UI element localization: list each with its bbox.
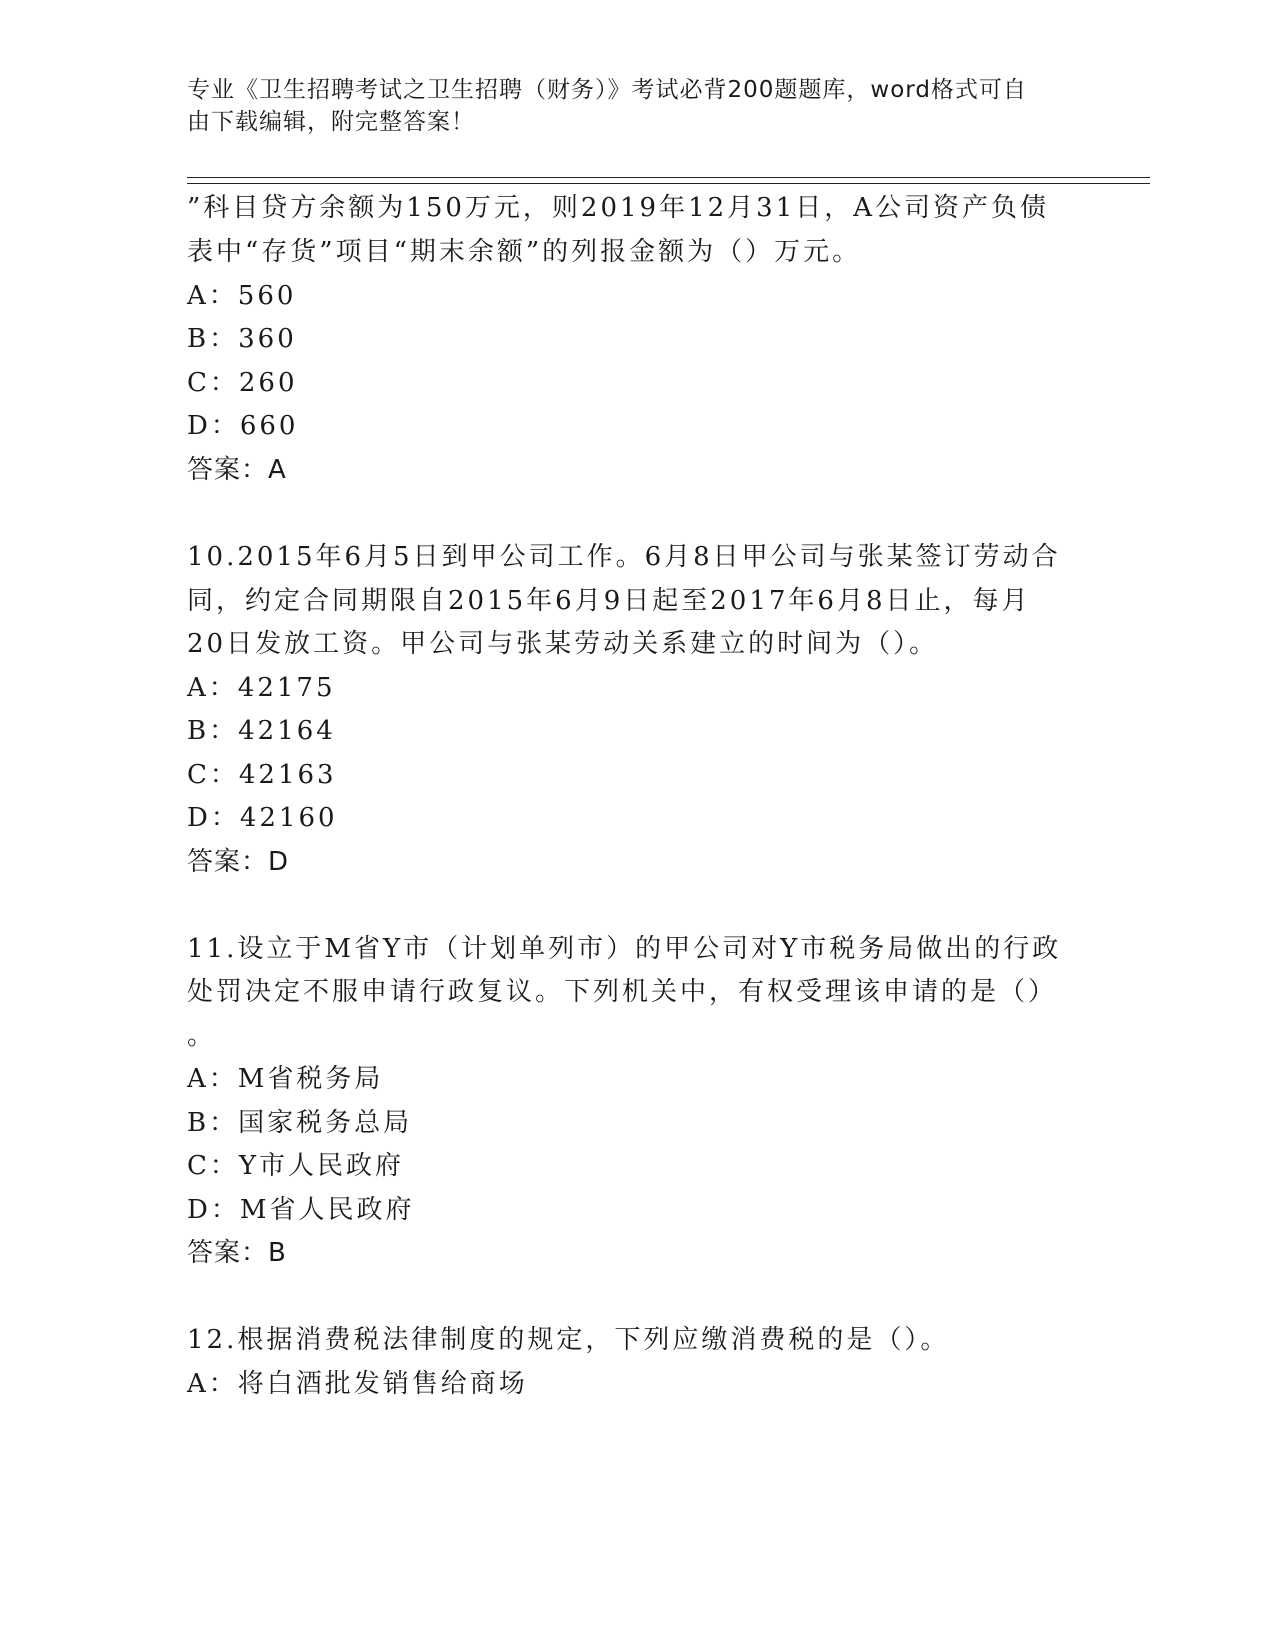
header-divider-bottom: [187, 183, 1150, 184]
q10-text-line-2: 同，约定合同期限自2015年6月9日起至2017年6月8日止，每月: [187, 586, 1031, 616]
q9-option-c: C：260: [187, 368, 298, 398]
q10-option-c: C：42163: [187, 760, 337, 790]
q9-option-d: D：660: [187, 411, 299, 441]
q12-option-a: A：将白酒批发销售给商场: [187, 1369, 528, 1399]
q10-answer: 答案：D: [187, 847, 290, 877]
q10-text-line-3: 20日发放工资。甲公司与张某劳动关系建立的时间为（）。: [187, 629, 939, 659]
q9-option-a: A：560: [187, 281, 297, 311]
q11-answer: 答案：B: [187, 1238, 287, 1268]
header-divider-top: [187, 177, 1150, 178]
q11-option-a: A：M省税务局: [187, 1064, 384, 1094]
q9-text-line-2: 表中“存货”项目“期末余额”的列报金额为（）万元。: [187, 237, 862, 267]
q10-text-line-1: 10.2015年6月5日到甲公司工作。6月8日甲公司与张某签订劳动合: [187, 542, 1061, 572]
q9-text-line-1: ”科目贷方余额为150万元，则2019年12月31日，A公司资产负债: [187, 193, 1050, 223]
q11-option-c: C：Y市人民政府: [187, 1151, 405, 1181]
q12-text-line-1: 12.根据消费税法律制度的规定，下列应缴消费税的是（）。: [187, 1325, 950, 1355]
q11-option-b: B：国家税务总局: [187, 1108, 413, 1138]
q10-option-d: D：42160: [187, 803, 338, 833]
q11-text-line-3: 。: [187, 1021, 217, 1051]
header-line-1: 专业《卫生招聘考试之卫生招聘（财务）》考试必背200题题库，word格式可自: [187, 77, 1027, 103]
q11-option-d: D：M省人民政府: [187, 1195, 415, 1225]
q11-text-line-1: 11.设立于M省Y市（计划单列市）的甲公司对Y市税务局做出的行政: [187, 934, 1062, 964]
q10-option-b: B：42164: [187, 716, 336, 746]
header-line-2: 由下载编辑，附完整答案！: [187, 109, 475, 135]
q11-text-line-2: 处罚决定不服申请行政复议。下列机关中，有权受理该申请的是（）: [187, 977, 1058, 1007]
q10-option-a: A：42175: [187, 673, 336, 703]
document-header: [187, 74, 1067, 138]
q9-answer: 答案：A: [187, 455, 287, 485]
q9-option-b: B：360: [187, 324, 297, 354]
